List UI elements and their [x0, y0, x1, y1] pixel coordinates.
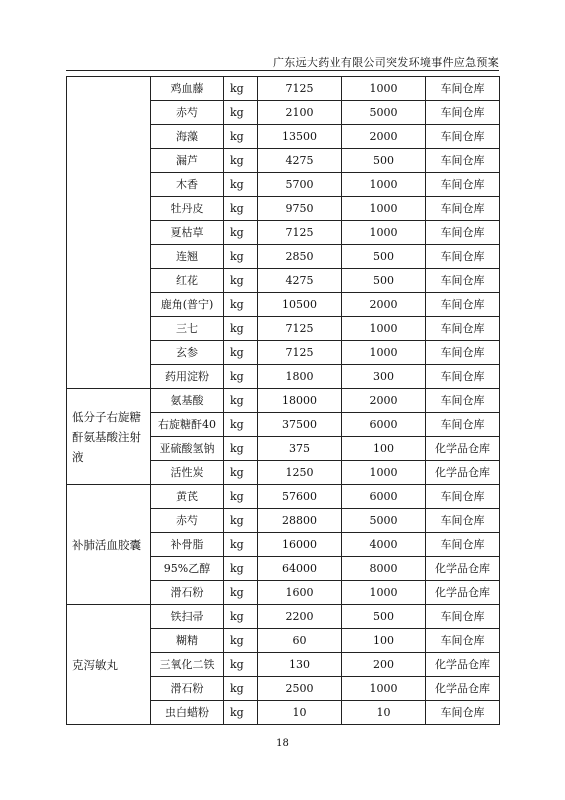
amount-cell: 28800 — [258, 509, 342, 533]
storage-cell: 500 — [342, 605, 426, 629]
material-cell: 补骨脂 — [151, 533, 224, 557]
material-cell: 铁扫帚 — [151, 605, 224, 629]
material-cell: 右旋糖酐40 — [151, 413, 224, 437]
storage-cell: 1000 — [342, 77, 426, 101]
storage-cell: 4000 — [342, 533, 426, 557]
material-cell: 活性炭 — [151, 461, 224, 485]
amount-cell: 18000 — [258, 389, 342, 413]
storage-cell: 10 — [342, 701, 426, 725]
material-cell: 氨基酸 — [151, 389, 224, 413]
storage-cell: 1000 — [342, 677, 426, 701]
storage-cell: 100 — [342, 629, 426, 653]
unit-cell: kg — [224, 149, 258, 173]
unit-cell: kg — [224, 269, 258, 293]
unit-cell: kg — [224, 173, 258, 197]
product-name-cell: 克泻敏丸 — [67, 605, 151, 725]
storage-cell: 5000 — [342, 509, 426, 533]
unit-cell: kg — [224, 509, 258, 533]
amount-cell: 4275 — [258, 149, 342, 173]
material-cell: 连翘 — [151, 245, 224, 269]
unit-cell: kg — [224, 221, 258, 245]
location-cell: 车间仓库 — [426, 365, 500, 389]
material-cell: 三七 — [151, 317, 224, 341]
storage-cell: 2000 — [342, 293, 426, 317]
material-cell: 药用淀粉 — [151, 365, 224, 389]
location-cell: 车间仓库 — [426, 389, 500, 413]
amount-cell: 7125 — [258, 341, 342, 365]
location-cell: 车间仓库 — [426, 77, 500, 101]
amount-cell: 130 — [258, 653, 342, 677]
table-row — [67, 77, 500, 101]
storage-cell: 2000 — [342, 389, 426, 413]
page-header: 广东远大药业有限公司突发环境事件应急预案 — [273, 56, 499, 69]
unit-cell: kg — [224, 701, 258, 725]
unit-cell: kg — [224, 461, 258, 485]
location-cell: 化学品仓库 — [426, 677, 500, 701]
amount-cell: 10500 — [258, 293, 342, 317]
unit-cell: kg — [224, 365, 258, 389]
location-cell: 车间仓库 — [426, 221, 500, 245]
location-cell: 车间仓库 — [426, 605, 500, 629]
amount-cell: 2200 — [258, 605, 342, 629]
unit-cell: kg — [224, 485, 258, 509]
material-cell: 鹿角(普宁) — [151, 293, 224, 317]
table-row — [67, 389, 500, 413]
storage-cell: 100 — [342, 437, 426, 461]
material-cell: 95%乙醇 — [151, 557, 224, 581]
location-cell: 车间仓库 — [426, 125, 500, 149]
material-cell: 木香 — [151, 173, 224, 197]
amount-cell: 10 — [258, 701, 342, 725]
storage-cell: 1000 — [342, 221, 426, 245]
storage-cell: 500 — [342, 245, 426, 269]
amount-cell: 9750 — [258, 197, 342, 221]
amount-cell: 37500 — [258, 413, 342, 437]
amount-cell: 2850 — [258, 245, 342, 269]
unit-cell: kg — [224, 581, 258, 605]
storage-cell: 200 — [342, 653, 426, 677]
location-cell: 车间仓库 — [426, 293, 500, 317]
material-cell: 夏枯草 — [151, 221, 224, 245]
unit-cell: kg — [224, 677, 258, 701]
storage-cell: 6000 — [342, 413, 426, 437]
location-cell: 车间仓库 — [426, 341, 500, 365]
location-cell: 车间仓库 — [426, 485, 500, 509]
location-cell: 化学品仓库 — [426, 437, 500, 461]
amount-cell: 4275 — [258, 269, 342, 293]
storage-cell: 500 — [342, 149, 426, 173]
storage-cell: 1000 — [342, 341, 426, 365]
unit-cell: kg — [224, 413, 258, 437]
unit-cell: kg — [224, 533, 258, 557]
location-cell: 车间仓库 — [426, 245, 500, 269]
unit-cell: kg — [224, 605, 258, 629]
material-cell: 鸡血藤 — [151, 77, 224, 101]
amount-cell: 64000 — [258, 557, 342, 581]
location-cell: 化学品仓库 — [426, 581, 500, 605]
unit-cell: kg — [224, 437, 258, 461]
unit-cell: kg — [224, 77, 258, 101]
unit-cell: kg — [224, 653, 258, 677]
location-cell: 化学品仓库 — [426, 557, 500, 581]
amount-cell: 1250 — [258, 461, 342, 485]
location-cell: 车间仓库 — [426, 317, 500, 341]
storage-cell: 500 — [342, 269, 426, 293]
material-cell: 滑石粉 — [151, 581, 224, 605]
unit-cell: kg — [224, 557, 258, 581]
material-cell: 赤芍 — [151, 101, 224, 125]
location-cell: 车间仓库 — [426, 173, 500, 197]
storage-cell: 1000 — [342, 197, 426, 221]
location-cell: 车间仓库 — [426, 197, 500, 221]
amount-cell: 2500 — [258, 677, 342, 701]
table-row — [67, 485, 500, 509]
amount-cell: 16000 — [258, 533, 342, 557]
amount-cell: 375 — [258, 437, 342, 461]
material-cell: 海藻 — [151, 125, 224, 149]
storage-cell: 1000 — [342, 461, 426, 485]
product-name-cell — [67, 77, 151, 389]
material-cell: 滑石粉 — [151, 677, 224, 701]
location-cell: 车间仓库 — [426, 533, 500, 557]
location-cell: 车间仓库 — [426, 269, 500, 293]
location-cell: 车间仓库 — [426, 629, 500, 653]
materials-table — [66, 76, 500, 725]
product-name-cell: 低分子右旋糖酐氨基酸注射液 — [67, 389, 151, 485]
material-cell: 红花 — [151, 269, 224, 293]
location-cell: 车间仓库 — [426, 413, 500, 437]
material-cell: 虫白蜡粉 — [151, 701, 224, 725]
amount-cell: 5700 — [258, 173, 342, 197]
table-row — [67, 605, 500, 629]
location-cell: 车间仓库 — [426, 701, 500, 725]
amount-cell: 1800 — [258, 365, 342, 389]
unit-cell: kg — [224, 293, 258, 317]
material-cell: 玄参 — [151, 341, 224, 365]
amount-cell: 1600 — [258, 581, 342, 605]
storage-cell: 1000 — [342, 317, 426, 341]
unit-cell: kg — [224, 101, 258, 125]
amount-cell: 13500 — [258, 125, 342, 149]
unit-cell: kg — [224, 245, 258, 269]
amount-cell: 2100 — [258, 101, 342, 125]
amount-cell: 60 — [258, 629, 342, 653]
material-cell: 黄芪 — [151, 485, 224, 509]
location-cell: 化学品仓库 — [426, 461, 500, 485]
storage-cell: 6000 — [342, 485, 426, 509]
location-cell: 车间仓库 — [426, 509, 500, 533]
material-cell: 赤芍 — [151, 509, 224, 533]
storage-cell: 300 — [342, 365, 426, 389]
unit-cell: kg — [224, 389, 258, 413]
unit-cell: kg — [224, 197, 258, 221]
material-cell: 亚硫酸氢钠 — [151, 437, 224, 461]
storage-cell: 1000 — [342, 581, 426, 605]
storage-cell: 8000 — [342, 557, 426, 581]
amount-cell: 7125 — [258, 317, 342, 341]
amount-cell: 7125 — [258, 221, 342, 245]
material-cell: 糊精 — [151, 629, 224, 653]
material-cell: 牡丹皮 — [151, 197, 224, 221]
location-cell: 化学品仓库 — [426, 653, 500, 677]
amount-cell: 57600 — [258, 485, 342, 509]
storage-cell: 1000 — [342, 173, 426, 197]
storage-cell: 2000 — [342, 125, 426, 149]
page-number: 18 — [276, 738, 289, 749]
unit-cell: kg — [224, 341, 258, 365]
product-name-cell: 补肺活血胶囊 — [67, 485, 151, 605]
header-rule — [66, 70, 499, 71]
amount-cell: 7125 — [258, 77, 342, 101]
material-cell: 三氧化二铁 — [151, 653, 224, 677]
unit-cell: kg — [224, 629, 258, 653]
materials-table-body — [67, 77, 500, 725]
location-cell: 车间仓库 — [426, 101, 500, 125]
storage-cell: 5000 — [342, 101, 426, 125]
unit-cell: kg — [224, 317, 258, 341]
location-cell: 车间仓库 — [426, 149, 500, 173]
unit-cell: kg — [224, 125, 258, 149]
material-cell: 漏芦 — [151, 149, 224, 173]
